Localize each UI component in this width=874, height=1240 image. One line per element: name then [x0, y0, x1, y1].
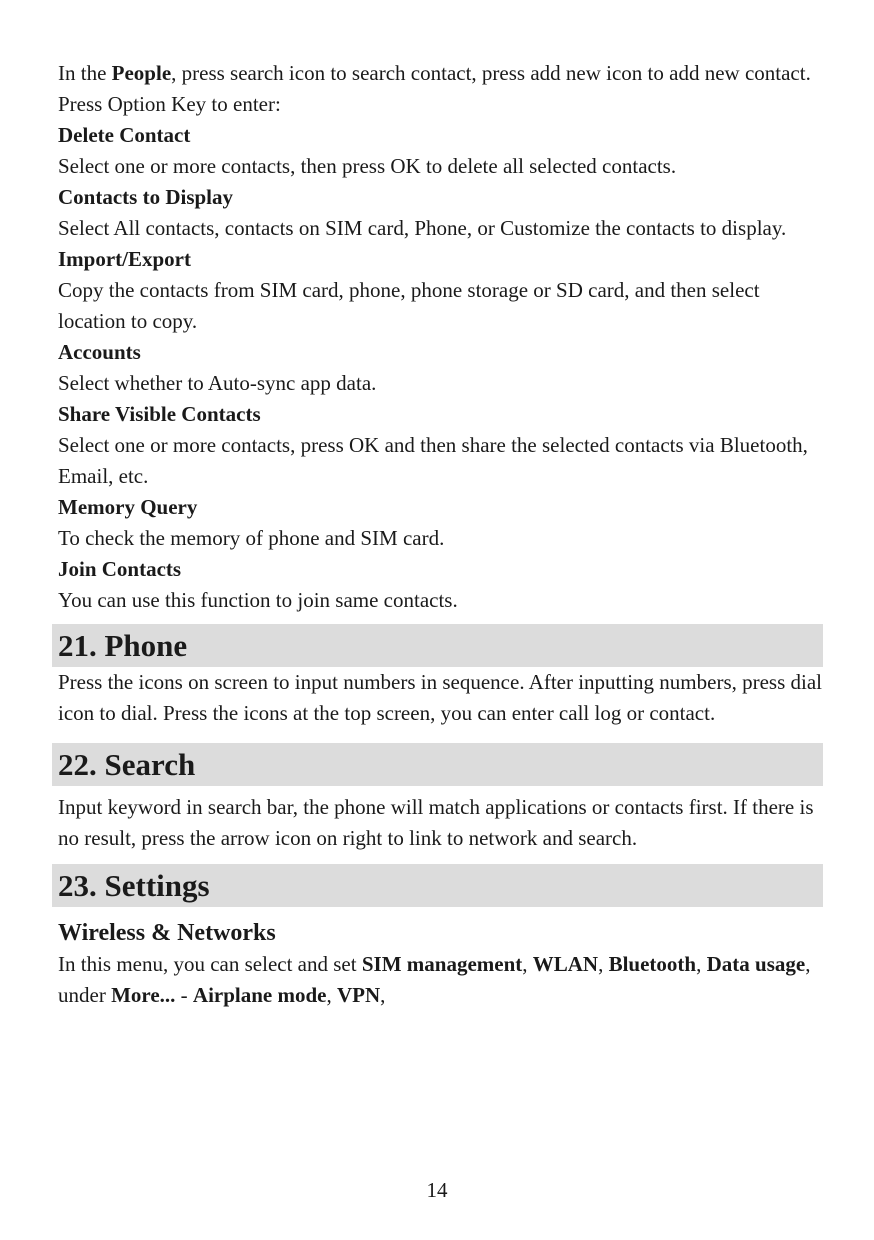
contact-option-share [58, 399, 823, 492]
text-run: , [696, 952, 707, 976]
option-title: Memory Query [58, 495, 198, 519]
data-usage-term: Data usage [706, 952, 806, 976]
option-title: Delete Contact [58, 123, 191, 147]
page-number: 14 [426, 1178, 448, 1202]
option-description: You can use this function to join same contacts. [58, 588, 458, 612]
vpn-term: VPN [337, 983, 381, 1007]
section-heading-settings: 23. Settings [52, 864, 823, 907]
contact-option-join [58, 554, 823, 616]
intro-text-end: , press search icon to search contact, press add new icon to add new contact. Press Option Key to enter: [58, 61, 811, 116]
option-title: Import/Export [58, 247, 191, 271]
more-term: More... [111, 983, 176, 1007]
text-run: , under [58, 952, 811, 1007]
phone-section-text: Press the icons on screen to input numbers in sequence. After inputting numbers, press dial icon to dial. Press the icons at the top screen, you can enter call log or contact. [58, 670, 823, 725]
option-title: Share Visible Contacts [58, 402, 261, 426]
airplane-mode-term: Airplane mode [192, 983, 327, 1007]
wireless-networks-subheading: Wireless & Networks [58, 920, 276, 946]
option-description: Select whether to Auto-sync app data. [58, 371, 377, 395]
option-description: Copy the contacts from SIM card, phone, phone storage or SD card, and then select location to copy. [58, 278, 760, 333]
option-description: Select one or more contacts, press OK and then share the selected contacts via Bluetooth, Email, etc. [58, 433, 808, 488]
section-heading-phone: 21. Phone [52, 624, 823, 667]
sim-management-term: SIM management [361, 952, 523, 976]
section-heading-search: 22. Search [52, 743, 823, 786]
text-run: , [380, 983, 386, 1007]
option-description: To check the memory of phone and SIM card. [58, 526, 445, 550]
contact-option-display [58, 182, 823, 244]
contact-option-delete [58, 120, 823, 182]
text-run: , [522, 952, 533, 976]
text-run: - [175, 983, 193, 1007]
option-description: Select All contacts, contacts on SIM card, Phone, or Customize the contacts to display. [58, 216, 787, 240]
option-title: Accounts [58, 340, 141, 364]
text-run: In this menu, you can select and set [58, 952, 362, 976]
search-section-text: Input keyword in search bar, the phone will match applications or contacts first. If there is no result, press the arrow icon on right to link to network and search. [58, 795, 814, 850]
contact-option-import-export [58, 244, 823, 337]
option-title: Contacts to Display [58, 185, 234, 209]
people-intro-paragraph [58, 58, 823, 120]
contact-option-accounts [58, 337, 823, 399]
text-run: , [598, 952, 609, 976]
people-term: People [111, 61, 172, 85]
bluetooth-term: Bluetooth [608, 952, 697, 976]
manual-page [58, 58, 823, 1011]
contact-option-memory [58, 492, 823, 554]
option-description: Select one or more contacts, then press OK to delete all selected contacts. [58, 154, 677, 178]
wlan-term: WLAN [532, 952, 599, 976]
intro-text-start: In the [58, 61, 112, 85]
option-title: Join Contacts [58, 557, 182, 581]
text-run: , [326, 983, 337, 1007]
wireless-networks-text [58, 949, 823, 1011]
